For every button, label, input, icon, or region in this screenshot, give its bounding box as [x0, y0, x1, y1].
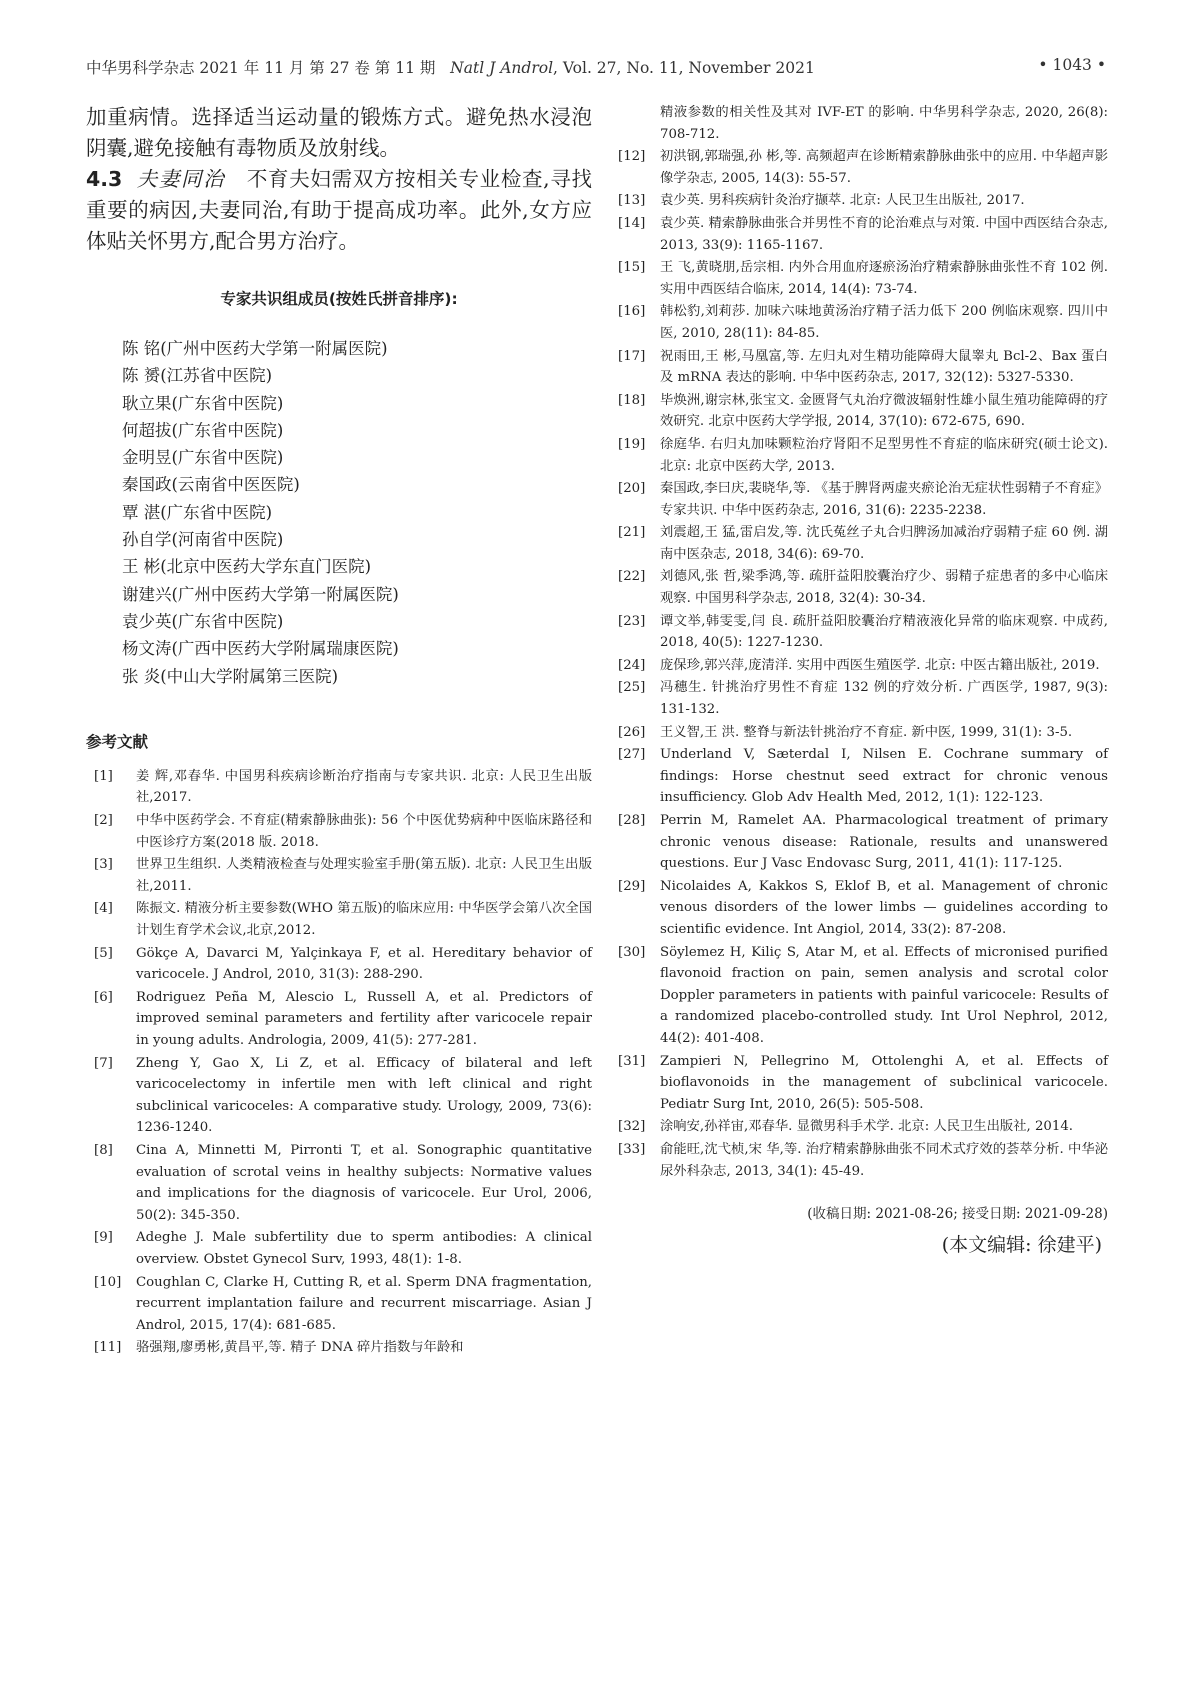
reference-item [610, 434, 1108, 477]
reference-number: [21] [618, 525, 646, 541]
reference-text: 初洪钢,郭瑞强,孙 彬,等. 高频超声在诊断精索静脉曲张中的应用. 中华超声影像学杂志, 2005, 14(3): 55-57. [660, 149, 1108, 186]
members-title: 专家共识组成员(按姓氏拼音排序): [220, 290, 458, 308]
reference-number: [17] [618, 348, 646, 364]
member-list [86, 335, 592, 690]
reference-item [610, 566, 1108, 609]
reference-item [86, 943, 592, 986]
reference-text: Zheng Y, Gao X, Li Z, et al. Efficacy of bilateral and left varicocelectomy in infertile men with left clinical and right subclinical varicoceles: A comparative study. Urology, 2009, 73(6): 1236-1240. [136, 1055, 592, 1136]
reference-text: 冯穗生. 针挑治疗男性不育症 132 例的疗效分析. 广西医学, 1987, 9(3): 131-132. [660, 680, 1108, 718]
reference-text: 涂响安,孙祥宙,邓春华. 显微男科手术学. 北京: 人民卫生出版社, 2014. [660, 1119, 1074, 1135]
reference-number: [6] [94, 989, 113, 1005]
reference-number: [10] [94, 1274, 122, 1290]
reference-item [86, 766, 592, 809]
reference-item [86, 1337, 592, 1359]
reference-number: [32] [618, 1119, 646, 1135]
reference-item [86, 898, 592, 941]
reference-number: [20] [618, 481, 646, 497]
reference-text: 刘德风,张 哲,梁季鸿,等. 疏肝益阳胶囊治疗少、弱精子症患者的多中心临床观察. 中国男科学杂志, 2018, 32(4): 30-34. [660, 569, 1108, 607]
member-item: 王 彬(北京中医药大学东直门医院) [122, 557, 372, 577]
reference-item [610, 522, 1108, 565]
member-item: 张 炎(中山大学附属第三医院) [122, 666, 339, 686]
reference-number: [11] [94, 1340, 122, 1356]
reference-text: 庞保珍,郭兴萍,庞清洋. 实用中西医生殖医学. 北京: 中医古籍出版社, 2019. [660, 657, 1100, 673]
reference-item [86, 1227, 592, 1270]
reference-item [610, 1139, 1108, 1182]
reference-text: Perrin M, Ramelet AA. Pharmacological treatment of primary chronic venous disease: Rationale, results and unanswered questions. Eur J Vasc Endovasc Surg, 2011, 41(1): 117-125. [660, 813, 1108, 872]
running-header [86, 56, 1106, 80]
reference-number: [27] [618, 747, 646, 763]
reference-text: 骆强翔,廖勇彬,黄昌平,等. 精子 DNA 碎片指数与年龄和 [136, 1340, 464, 1356]
reference-number: [2] [94, 813, 113, 829]
reference-number: [28] [618, 813, 646, 828]
reference-list-left [86, 766, 592, 1359]
reference-text: 姜 辉,邓春华. 中国男科疾病诊断治疗指南与专家共识. 北京: 人民卫生出版社,2017. [136, 768, 592, 806]
reference-text: 祝雨田,王 彬,马凰富,等. 左归丸对生精功能障碍大鼠睾丸 Bcl-2、Bax 蛋白及 mRNA 表达的影响. 中华中医药杂志, 2017, 32(12): 5327-5330. [660, 348, 1108, 386]
section-paragraph [86, 164, 592, 257]
references-title: 参考文献 [86, 732, 149, 751]
member-item: 秦国政(云南省中医医院) [122, 475, 300, 495]
reference-text: 俞能旺,沈弋桢,宋 华,等. 治疗精索静脉曲张不同术式疗效的荟萃分析. 中华泌尿外科杂志, 2013, 34(1): 45-49. [660, 1141, 1108, 1179]
reference-text: 陈振文. 精液分析主要参数(WHO 第五版)的临床应用: 中华医学会第八次全国计划生育学术会议,北京,2012. [136, 901, 592, 939]
member-item: 耿立果(广东省中医院) [122, 393, 284, 413]
reference-number: [7] [94, 1055, 113, 1071]
reference-list-right [610, 146, 1108, 1182]
reference-number: [14] [618, 215, 646, 231]
reference-text: 韩松豹,刘莉莎. 加味六味地黄汤治疗精子活力低下 200 例临床观察. 四川中医, 2010, 28(11): 84-85. [660, 304, 1108, 341]
reference-number: [19] [618, 436, 646, 452]
reference-item [610, 744, 1108, 809]
reference-continuation: 精液参数的相关性及其对 IVF-ET 的影响. 中华男科学杂志, 2020, 26(8): 708-712. [660, 105, 1108, 142]
member-item: 袁少英(广东省中医院) [122, 611, 284, 631]
reference-text: 徐庭华. 右归丸加味颗粒治疗肾阳不足型男性不育症的临床研究(硕士论文). 北京: 北京中医药大学, 2013. [660, 436, 1108, 474]
reference-text: 王义智,王 洪. 整脊与新法针挑治疗不育症. 新中医, 1999, 31(1): 3-5. [660, 724, 1073, 740]
reference-item [610, 942, 1108, 1050]
reference-text: Cina A, Minnetti M, Pirronti T, et al. Sonographic quantitative evaluation of scrotal veins in healthy subjects: Normative values and implications for the diagnosis of varicocele. Eur Urol, 2006, 50(2): 345-350. [136, 1142, 592, 1223]
reference-text: 袁少英. 精索静脉曲张合并男性不育的论治难点与对策. 中国中西医结合杂志, 2013, 33(9): 1165-1167. [660, 215, 1108, 253]
member-item: 谢建兴(广州中医药大学第一附属医院) [122, 584, 399, 604]
reference-item [610, 677, 1108, 720]
reference-text: 刘震超,王 猛,雷启发,等. 沈氏菟丝子丸合归脾汤加减治疗弱精子症 60 例. 湖南中医杂志, 2018, 34(6): 69-70. [660, 525, 1108, 562]
reference-text: 世界卫生组织. 人类精液检查与处理实验室手册(第五版). 北京: 人民卫生出版社,2011. [136, 857, 592, 894]
reference-item [86, 810, 592, 853]
member-item: 何超拔(广东省中医院) [122, 420, 284, 440]
reference-number: [3] [94, 857, 113, 873]
reference-item [610, 346, 1108, 389]
reference-number: [24] [618, 657, 646, 673]
reference-number: [13] [618, 193, 646, 209]
reference-text: Nicolaides A, Kakkos S, Eklof B, et al. Management of chronic venous disorders of the lower limbs — guidelines according to scientific evidence. Int Angiol, 2014, 33(2): 87-208. [660, 878, 1108, 937]
reference-item [610, 611, 1108, 654]
reference-number: [18] [618, 392, 646, 408]
reference-number: [31] [618, 1053, 646, 1069]
right-column [610, 102, 1108, 1257]
body-paragraph: 加重病情。选择适当运动量的锻炼方式。避免热水浸泡阴囊,避免接触有毒物质及放射线。 [86, 105, 592, 160]
left-column [86, 102, 592, 1360]
reference-item [610, 655, 1108, 677]
page-number: • 1043 • [1038, 56, 1106, 74]
reference-text: 王 飞,黄晓朋,岳宗相. 内外合用血府逐瘀汤治疗精索静脉曲张性不育 102 例. 实用中西医结合临床, 2014, 14(4): 73-74. [660, 260, 1108, 297]
reference-number: [12] [618, 149, 646, 165]
reference-text: Underland V, Sæterdal I, Nilsen E. Cochrane summary of findings: Horse chestnut seed extract for chronic venous insufficiency. Glob Adv Health Med, 2012, 1(1): 122-123. [660, 747, 1108, 806]
reference-item [86, 1272, 592, 1337]
reference-item [86, 1053, 592, 1139]
member-item: 陈 赟(江苏省中医院) [122, 366, 273, 386]
reference-text: 谭文举,韩雯雯,闫 良. 疏肝益阳胶囊治疗精液液化异常的临床观察. 中成药, 2018, 40(5): 1227-1230. [660, 613, 1108, 651]
reference-number: [8] [94, 1142, 113, 1158]
reference-number: [29] [618, 878, 646, 894]
reference-number: [23] [618, 613, 646, 629]
section-number: 4.3 [86, 167, 123, 191]
editor-credit: (本文编辑: 徐建平) [941, 1234, 1102, 1257]
reference-item [610, 876, 1108, 941]
reference-number: [33] [618, 1141, 646, 1157]
reference-text: Gökçe A, Davarci M, Yalçinkaya F, et al. Hereditary behavior of varicocele. J Androl, 2010, 31(3): 288-290. [136, 945, 592, 983]
reference-text: Rodriguez Peña M, Alescio L, Russell A, et al. Predictors of improved seminal parameters and fertility after varicocele repair in young adults. Andrologia, 2009, 41(5): 277-281. [136, 989, 592, 1048]
reference-item [86, 854, 592, 897]
reference-number: [4] [94, 901, 113, 917]
reference-item [610, 257, 1108, 300]
member-item: 陈 铭(广州中医药大学第一附属医院) [122, 339, 388, 358]
reference-item [86, 1140, 592, 1226]
reference-number: [15] [618, 260, 646, 276]
reference-item [610, 810, 1108, 875]
reference-number: [1] [94, 768, 113, 784]
reference-item [610, 146, 1108, 189]
section-title: 夫妻同治 [136, 167, 226, 191]
section-text: 不育夫妇需双方按相关专业检查,寻找重要的病因,夫妻同治,有助于提高成功率。此外,女方应体贴关怀男方,配合男方治疗。 [86, 167, 592, 253]
reference-item [610, 301, 1108, 344]
reference-item [610, 190, 1108, 212]
reference-number: [25] [618, 680, 646, 696]
reference-number: [30] [618, 944, 646, 960]
reference-number: [5] [94, 945, 113, 961]
reference-text: Adeghe J. Male subfertility due to sperm antibodies: A clinical overview. Obstet Gynecol Surv, 1993, 48(1): 1-8. [136, 1230, 592, 1267]
reference-text: 毕焕洲,谢宗林,张宝文. 金匮肾气丸治疗微波辐射性雄小鼠生殖功能障碍的疗效研究. 北京中医药大学学报, 2014, 37(10): 672-675, 690. [660, 392, 1108, 430]
reference-item [610, 1051, 1108, 1116]
reference-item [86, 987, 592, 1052]
reference-item [610, 478, 1108, 521]
member-item: 孙自学(河南省中医院) [122, 530, 284, 550]
reference-text: Söylemez H, Kiliç S, Atar M, et al. Effects of micronised purified flavonoid fraction on pain, semen analysis and scrotal color Doppler parameters in patients with painful varicocele: Results of a randomized placebo-controlled study. Int Urol Nephrol, 2012, 44(2): 401-408. [660, 944, 1108, 1046]
reference-text: 秦国政,李曰庆,裴晓华,等. 《基于脾肾两虚夹瘀论治无症状性弱精子不育症》专家共识. 中华中医药杂志, 2016, 31(6): 2235-2238. [660, 481, 1108, 518]
reference-number: [22] [618, 569, 646, 585]
reference-item [610, 390, 1108, 433]
reference-item [610, 1116, 1108, 1138]
reference-text: Zampieri N, Pellegrino M, Ottolenghi A, et al. Effects of bioflavonoids in the management of subclinical varicocele. Pediatr Surg Int, 2010, 26(5): 505-508. [660, 1053, 1108, 1112]
member-item: 覃 湛(广东省中医院) [122, 502, 273, 522]
reference-text: 袁少英. 男科疾病针灸治疗撷萃. 北京: 人民卫生出版社, 2017. [660, 193, 1025, 209]
reference-number: [16] [618, 304, 646, 320]
reference-number: [9] [94, 1230, 113, 1246]
received-date: (收稿日期: 2021-08-26; 接受日期: 2021-09-28) [807, 1206, 1108, 1223]
reference-item [610, 213, 1108, 256]
header-journal-info: 中华男科学杂志 2021 年 11 月 第 27 卷 第 11 期 Natl J Androl, Vol. 27, No. 11, November 2021 [86, 59, 815, 77]
member-item: 金明昱(广东省中医院) [122, 448, 284, 468]
reference-item [610, 722, 1108, 744]
reference-text: Coughlan C, Clarke H, Cutting R, et al. Sperm DNA fragmentation, recurrent implantation failure and recurrent miscarriage. Asian J Androl, 2015, 17(4): 681-685. [136, 1274, 592, 1333]
reference-number: [26] [618, 724, 646, 740]
member-item: 杨文涛(广西中医药大学附属瑞康医院) [122, 639, 399, 659]
reference-text: 中华中医药学会. 不育症(精索静脉曲张): 56 个中医优势病种中医临床路径和中医诊疗方案(2018 版. 2018. [136, 813, 592, 850]
